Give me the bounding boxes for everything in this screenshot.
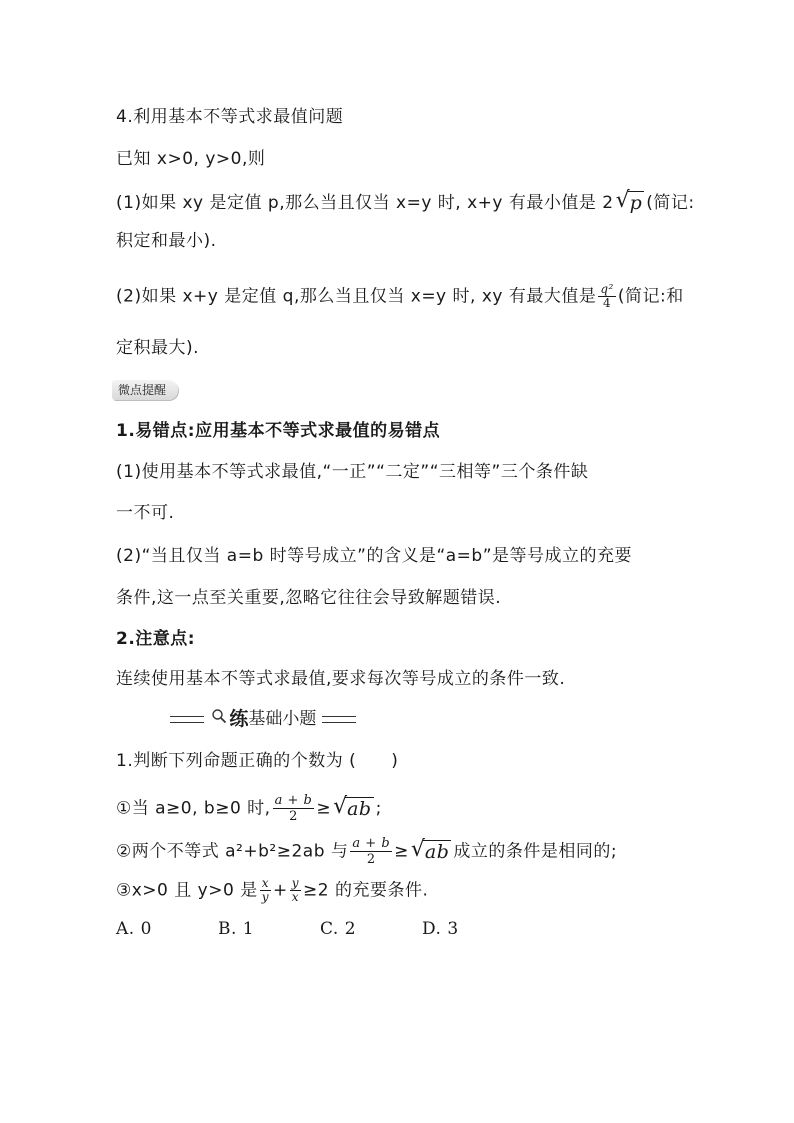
- item-2-note: (简记:和: [617, 286, 684, 307]
- item-2-line: [116, 283, 684, 310]
- item-1-continued: 积定和最小).: [116, 231, 217, 251]
- given-conditions: 已知 x>0, y>0,则: [116, 149, 266, 169]
- tip-2-heading: 2.注意点:: [116, 629, 196, 649]
- tip-1-heading: 1.易错点:应用基本不等式求最值的易错点: [116, 421, 441, 441]
- magnifier-icon: [211, 707, 227, 731]
- tip-1-line-4: 条件,这一点至关重要,忽略它往往会导致解题错误.: [116, 588, 502, 608]
- item-1-line: [116, 188, 695, 215]
- statement-1-end: ;: [375, 798, 382, 819]
- ge-sign: ≥: [394, 841, 409, 862]
- sqrt-ab: √ ab: [333, 793, 372, 820]
- right-double-rule: [322, 716, 356, 723]
- statement-3-text: ③x>0 且 y>0 是: [116, 880, 258, 901]
- section-4-heading: 4.利用基本不等式求最值问题: [116, 107, 344, 127]
- fraction-a-plus-b-over-2: $\frac{a + b}{2}$: [352, 836, 391, 867]
- statement-2: [116, 836, 617, 867]
- fraction-y-over-x: $\frac{y}{x}$: [291, 876, 300, 904]
- plus-sign: +: [272, 880, 288, 901]
- ge-sign: ≥: [316, 798, 332, 819]
- tip-1-line-2: 一不可.: [116, 503, 175, 523]
- fraction-x-over-y: $\frac{x}{y}$: [261, 876, 269, 904]
- fraction-a-plus-b-over-2: $\frac{a + b}{2}$: [274, 793, 313, 824]
- option-c[interactable]: C. 2: [320, 919, 357, 939]
- answer-options: [116, 918, 524, 940]
- practice-section-header: [170, 707, 356, 731]
- practice-lian-glyph: 练: [229, 708, 249, 730]
- practice-title: 基础小题: [248, 709, 317, 729]
- statement-3: [116, 877, 428, 904]
- tips-badge: 微点提醒: [112, 380, 178, 400]
- item-1-note: (简记:: [646, 193, 695, 213]
- option-d[interactable]: D. 3: [422, 919, 459, 939]
- statement-1-text: ①当 a≥0, b≥0 时,: [116, 798, 271, 819]
- item-2-continued: 定积最大).: [116, 338, 200, 358]
- item-2-text: (2)如果 x+y 是定值 q,那么当且仅当 x=y 时, xy 有最大值是: [116, 286, 597, 307]
- tip-1-line-3: (2)“当且仅当 a=b 时等号成立”的含义是“a=b”是等号成立的充要: [116, 546, 633, 566]
- left-double-rule: [170, 716, 204, 723]
- tip-1-line-1: (1)使用基本不等式求最值,“一正”“二定”“三相等”三个条件缺: [116, 462, 589, 482]
- option-b[interactable]: B. 1: [218, 919, 255, 939]
- sqrt-p: √ p: [615, 188, 643, 214]
- question-1-stem: 1.判断下列命题正确的个数为 ( ): [116, 751, 399, 771]
- item-1-text: (1)如果 xy 是定值 p,那么当且仅当 x=y 时, x+y 有最小值是 2: [116, 193, 614, 213]
- fraction-q2-over-4: $\frac{\text{q²}}{4}$: [600, 282, 614, 310]
- tip-2-line-1: 连续使用基本不等式求最值,要求每次等号成立的条件一致.: [116, 669, 566, 689]
- sqrt-ab: √ ab: [410, 836, 450, 863]
- statement-1: [116, 793, 382, 824]
- statement-3-end: ≥2 的充要条件.: [303, 880, 429, 901]
- option-a[interactable]: A. 0: [116, 919, 152, 939]
- statement-2-end: 成立的条件是相同的;: [453, 841, 618, 862]
- statement-2-text: ②两个不等式 a²+b²≥2ab 与: [116, 841, 349, 862]
